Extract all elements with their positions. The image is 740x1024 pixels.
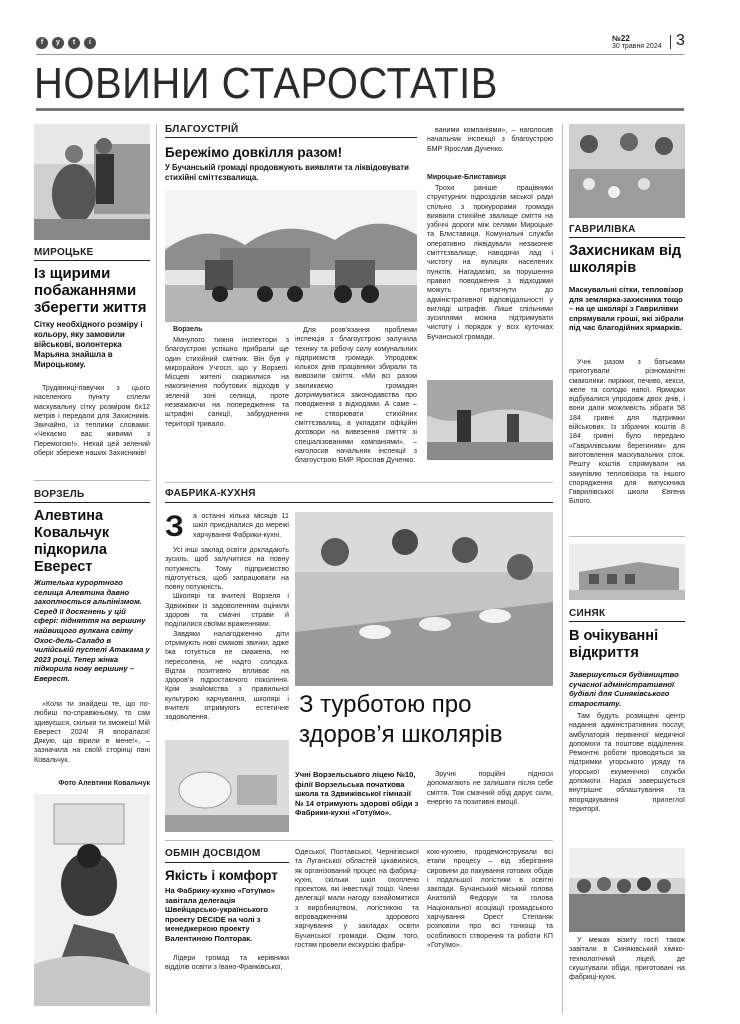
body-vorzel: «Коли ти знайдеш те, що по-любиш по-справжньому, то сам здивуєшся, скільки ти зможеш! Мій Еверест 2024! Я впоралася! Дякую, що вірили в мене!», – зазначила на своїй сторінці пані Ковальчук. bbox=[34, 700, 150, 764]
section-rule-syniak bbox=[569, 621, 685, 622]
body-syniak: Там будуть розміщені центр надання адміністративних послуг, амбулаторія первинної медичної допомоги та поштове відділення. Ремонтні роботи проводяться за підтримки угорського уряду та угорської екуменічної служби допомоги. Наразі завершується внутрішнє облаштування та впорядкування прилеглої території. bbox=[569, 712, 685, 813]
divider-left-1 bbox=[34, 480, 150, 481]
photo-lunch-tray bbox=[165, 740, 289, 832]
photo-children-lunch bbox=[295, 512, 553, 686]
header-divider bbox=[36, 54, 684, 55]
column-separator-right bbox=[562, 124, 563, 1014]
body-myrotske: Трудівниці-павучки з цього населеного пункту сплели маскувальну сітку розміром 6х12 метрів і передали для Захисників. Звичайно, із теплими словами: «Чекаємо вас живими з Перемогою!». Нехай цей зелений оберіг збереже наших Захисників! bbox=[34, 384, 150, 458]
divider-center-1 bbox=[165, 482, 553, 483]
title-underline bbox=[36, 108, 684, 111]
lead-gavrylivka: Маскувальні сітки, тепловізор для землярка-захисника тощо – на це школярі з Гаврилівки спрямували гроші, які зібрали під час благодійних ярмарків. bbox=[569, 285, 684, 333]
lead-fabryka: Учні Ворзельського ліцею №10, філії Ворзельська початкова школа та Здвижівської гімназії № 14 отримують здорові обіди з Фабрики-кухні «Готуїмо». bbox=[295, 770, 419, 818]
body-obmin-col2: Одеської, Полтавської, Чернігівської та Луганської областей цікавилися, як організований процес на фабриці-кухні, скільки шкіл охоплено проектом, які інвестиції тощо. Члени делегації мали нагоду ознайомитися з виробництвом, логістикою та впровадженням здорового харчування у закладах освіти Бучанської громади. Окрім того, гостям провели екскурсію фабри- bbox=[295, 848, 419, 949]
body-fabryka: Усі інші заклад освіти докладають зусиль, щоб залучитися на повну потужність. Тому підприємство підготується, щоб запрацювати на повну потужність. Школярі та вчителі Ворзеля і Здвижівки із задоволенням оцінили здорові та смачні страви й поділилися своїми враженнями. Завдяки налагодженню діти отримують нові смакові звички, адже їжа готується не смажена, не пересолена, не надто солодка. Відтак позитивно впливає на здоров’я підростаючого покоління. Крім знайомства з правильної культурою харчування, школярі і вчителі отримують естетичне задоволення. bbox=[165, 546, 289, 722]
section-rule-myrotske bbox=[34, 260, 150, 261]
lead-vorzel: Жителька курортного селища Алевтина давно захоплюється альпінізмом. Серед її досягнень у цій сфері: підняття на вершину найвищого вулкана світу Охос-дель-Саладо в чилійській пустелі Атакама у 2023 році. Тепер жінка підкорила нову вершину – Еверест. bbox=[34, 578, 150, 683]
instagram-icon[interactable]: i bbox=[84, 37, 96, 49]
body-obmin-col1: Лідери громад та керівники відділів освіти з Івано-Франківської, bbox=[165, 954, 289, 972]
photo-administrative-building bbox=[569, 544, 685, 600]
lead-obmin: На Фабрику-кухню «Готуїмо» завітала делегація Швейцарсько-українського проекту DECIDE на чолі з менеджеркою проекту Валентиною Полторак. bbox=[165, 886, 275, 943]
section-label-blagoustrii: БЛАГОУСТРІЙ bbox=[165, 124, 239, 135]
photo-cleanup-workers bbox=[427, 380, 553, 460]
caption-vorzel-photo: Фото Алевтини Ковальчук bbox=[58, 780, 150, 787]
section-rule-gavrylivka bbox=[569, 237, 685, 238]
lead-myrotske: Сітку необхідного розміру і кольору, яку замовили військові, волонтерка Марьяна знайшла в Мироцькому. bbox=[34, 320, 143, 369]
section-label-obmin: ОБМІН ДОСВІДОМ bbox=[165, 848, 261, 859]
headline-gavrylivka: Захисникам від школярів bbox=[569, 243, 682, 276]
caption-obmin-photo: У межах візиту гості також завітали в Синяківський хіміко-технологічний ліцей, де скуштували обіди, приготовані на фабриці-кухні. bbox=[569, 936, 685, 982]
lead-blagoustrii: У Бучанській громаді продовжують виявляти та ліквідовувати стихійні сміттєзвалища. bbox=[165, 163, 409, 182]
lead-syniak: Завершується будівництво сучасної адміністративної будівлі для Синяківського старостату. bbox=[569, 670, 679, 708]
divider-center-2 bbox=[165, 840, 553, 841]
youtube-icon[interactable]: y bbox=[52, 37, 64, 49]
page-title: НОВИНИ СТАРОСТАТІВ bbox=[34, 60, 498, 108]
section-rule-vorzel bbox=[34, 502, 150, 503]
column-separator-left bbox=[156, 124, 157, 1014]
dropcap-fabryka: З bbox=[165, 510, 184, 543]
body-gavrylivka: Учні разом з батьками приготували різноманітні смаколики: пиріжки, печиво, кекси, желе та солодкі напої. Ярмарки відбувалися упродовж двох днів, і вони дали можливість зібрати 58 184 гривні для підтримки військових. Із зібраних коштів 8 184 гривні було передано «Гаврилівським берегиням» для виготовлення маскувальних сіток. Решту коштів спрямували на закупівлю тепловізора та іншого спорядження для випускника Гаврилівської школи Євгена Білого. bbox=[569, 358, 685, 506]
headline-syniak: В очікуванні відкриття bbox=[569, 628, 659, 661]
body-fabryka-intro: а останні кілька місяців 11 шкіл приєдналися до мережі харчування Фабрики-кухні. bbox=[193, 512, 289, 539]
section-label-vorzel: ВОРЗЕЛЬ bbox=[34, 489, 85, 500]
headline-obmin: Якість і комфорт bbox=[165, 868, 278, 883]
divider-right-1 bbox=[569, 536, 685, 537]
section-rule-fabryka bbox=[165, 502, 553, 503]
body-obmin-col3: кою-кухнею, продемонстрували всі етапи процесу – від зберігання сировини до пакування готових обідів і подальшої логістики в освітні заклади. Бучанський міський голова Анатолій Федорук та голова Національної асоціації громадського харчування Орест Степаняк розповіли про всі тонкощі та особливості створення та роботи КП «Готуїмо». bbox=[427, 848, 553, 949]
photo-gavrylivka-fair bbox=[569, 124, 685, 218]
section-label-syniak: СИНЯК bbox=[569, 608, 606, 619]
headline-fabryka: З турботою про здоров’я школярів bbox=[299, 691, 503, 748]
body-blagoustrii-col1: Минулого тижня інспектори з благоустрою успішно прибрали ще один стихійний смітник. Він був у мікрорайоні Учгосп, що у Ворзелі. Місцеві жителі скаржилися на накопичення побутових відходів у зеленій зоні селища, проте незважаючи на попередження та штрафні санкції, забруднення території тривало. bbox=[165, 336, 289, 428]
telegram-icon[interactable]: t bbox=[68, 37, 80, 49]
photo-everest-climber bbox=[34, 794, 150, 1006]
section-label-gavrylivka: ГАВРИЛІВКА bbox=[569, 224, 636, 235]
quote-blagoustrii-end: ваними компаніями», – наголосив начальник інспекції з благоустрою БМР Ярослав Дученко. bbox=[427, 126, 553, 153]
photo-delegation-visit bbox=[569, 848, 685, 932]
section-rule-obmin bbox=[165, 862, 289, 863]
headline-blagoustrii: Бережімо довкілля разом! bbox=[165, 145, 343, 160]
section-rule-blagoustrii bbox=[165, 137, 417, 138]
issue-number: №22 bbox=[612, 34, 630, 43]
body-fabryka-2: Зручні порційні підноси допомагають не залишати після себе сміття. Тож смачний обід дарує сили, енергію та позитивні емоції. bbox=[427, 770, 553, 806]
body-blagoustrii-col3: Трохи раніше працівники структурних підрозділів міської ради спільно з прокурорами громади виявили стихійне звалище сміття на узбіччі дороги між селами Мироцьке та Блиставиця. Комунальні служби оперативно ліквідували незаконне сміттєзвалище, наводячи лад і чистоту на вулицях населених пунктів. Нагадаємо, за порушення правил поводження з відходами можуть притягнути до адміністративної відповідальності у вигляді штрафів. Лише спільними зусиллями можна підтримувати чистоту і порядок у всіх куточках Бучанської громади. bbox=[427, 184, 553, 341]
section-label-fabryka: ФАБРИКА-КУХНЯ bbox=[165, 488, 256, 499]
headline-myrotske: Із щирими побажаннями зберегти життя bbox=[34, 265, 147, 316]
issue-date: 30 травня 2024 bbox=[612, 43, 662, 50]
section-label-myrotske: МИРОЦЬКЕ bbox=[34, 247, 94, 258]
facebook-icon[interactable]: f bbox=[36, 37, 48, 49]
body-blagoustrii-col2: Для розв’язання проблеми інспекція з благоустрою залучила техніку та робочу силу комунальних підприємств громади. Упродовж кількох днів працівники збирали та вивозили сміття. «Ми всі разом закликаємо громадян дотримуватися законодавства про поводження з відходами. А саме – не створювати стихійних сміттєзвалищ, а укладати офіційні договори на вивезення сміття зі спеціалізованими компаніями», – наголосив начальник інспекції з благоустрою БМР Ярослав Дученко. bbox=[295, 326, 417, 465]
place-label-myrotske-blystavytsia: Мироцьке-Блиставиця bbox=[427, 174, 507, 181]
page-number: 3 bbox=[676, 32, 685, 49]
page-number-divider bbox=[670, 35, 671, 49]
photo-myrotske-volunteers bbox=[34, 124, 150, 240]
headline-vorzel: Алевтина Ковальчук підкорила Еверест bbox=[34, 508, 110, 575]
photo-dump-truck-cleanup bbox=[165, 190, 417, 322]
place-label-vorzel: Ворзель bbox=[173, 326, 203, 333]
